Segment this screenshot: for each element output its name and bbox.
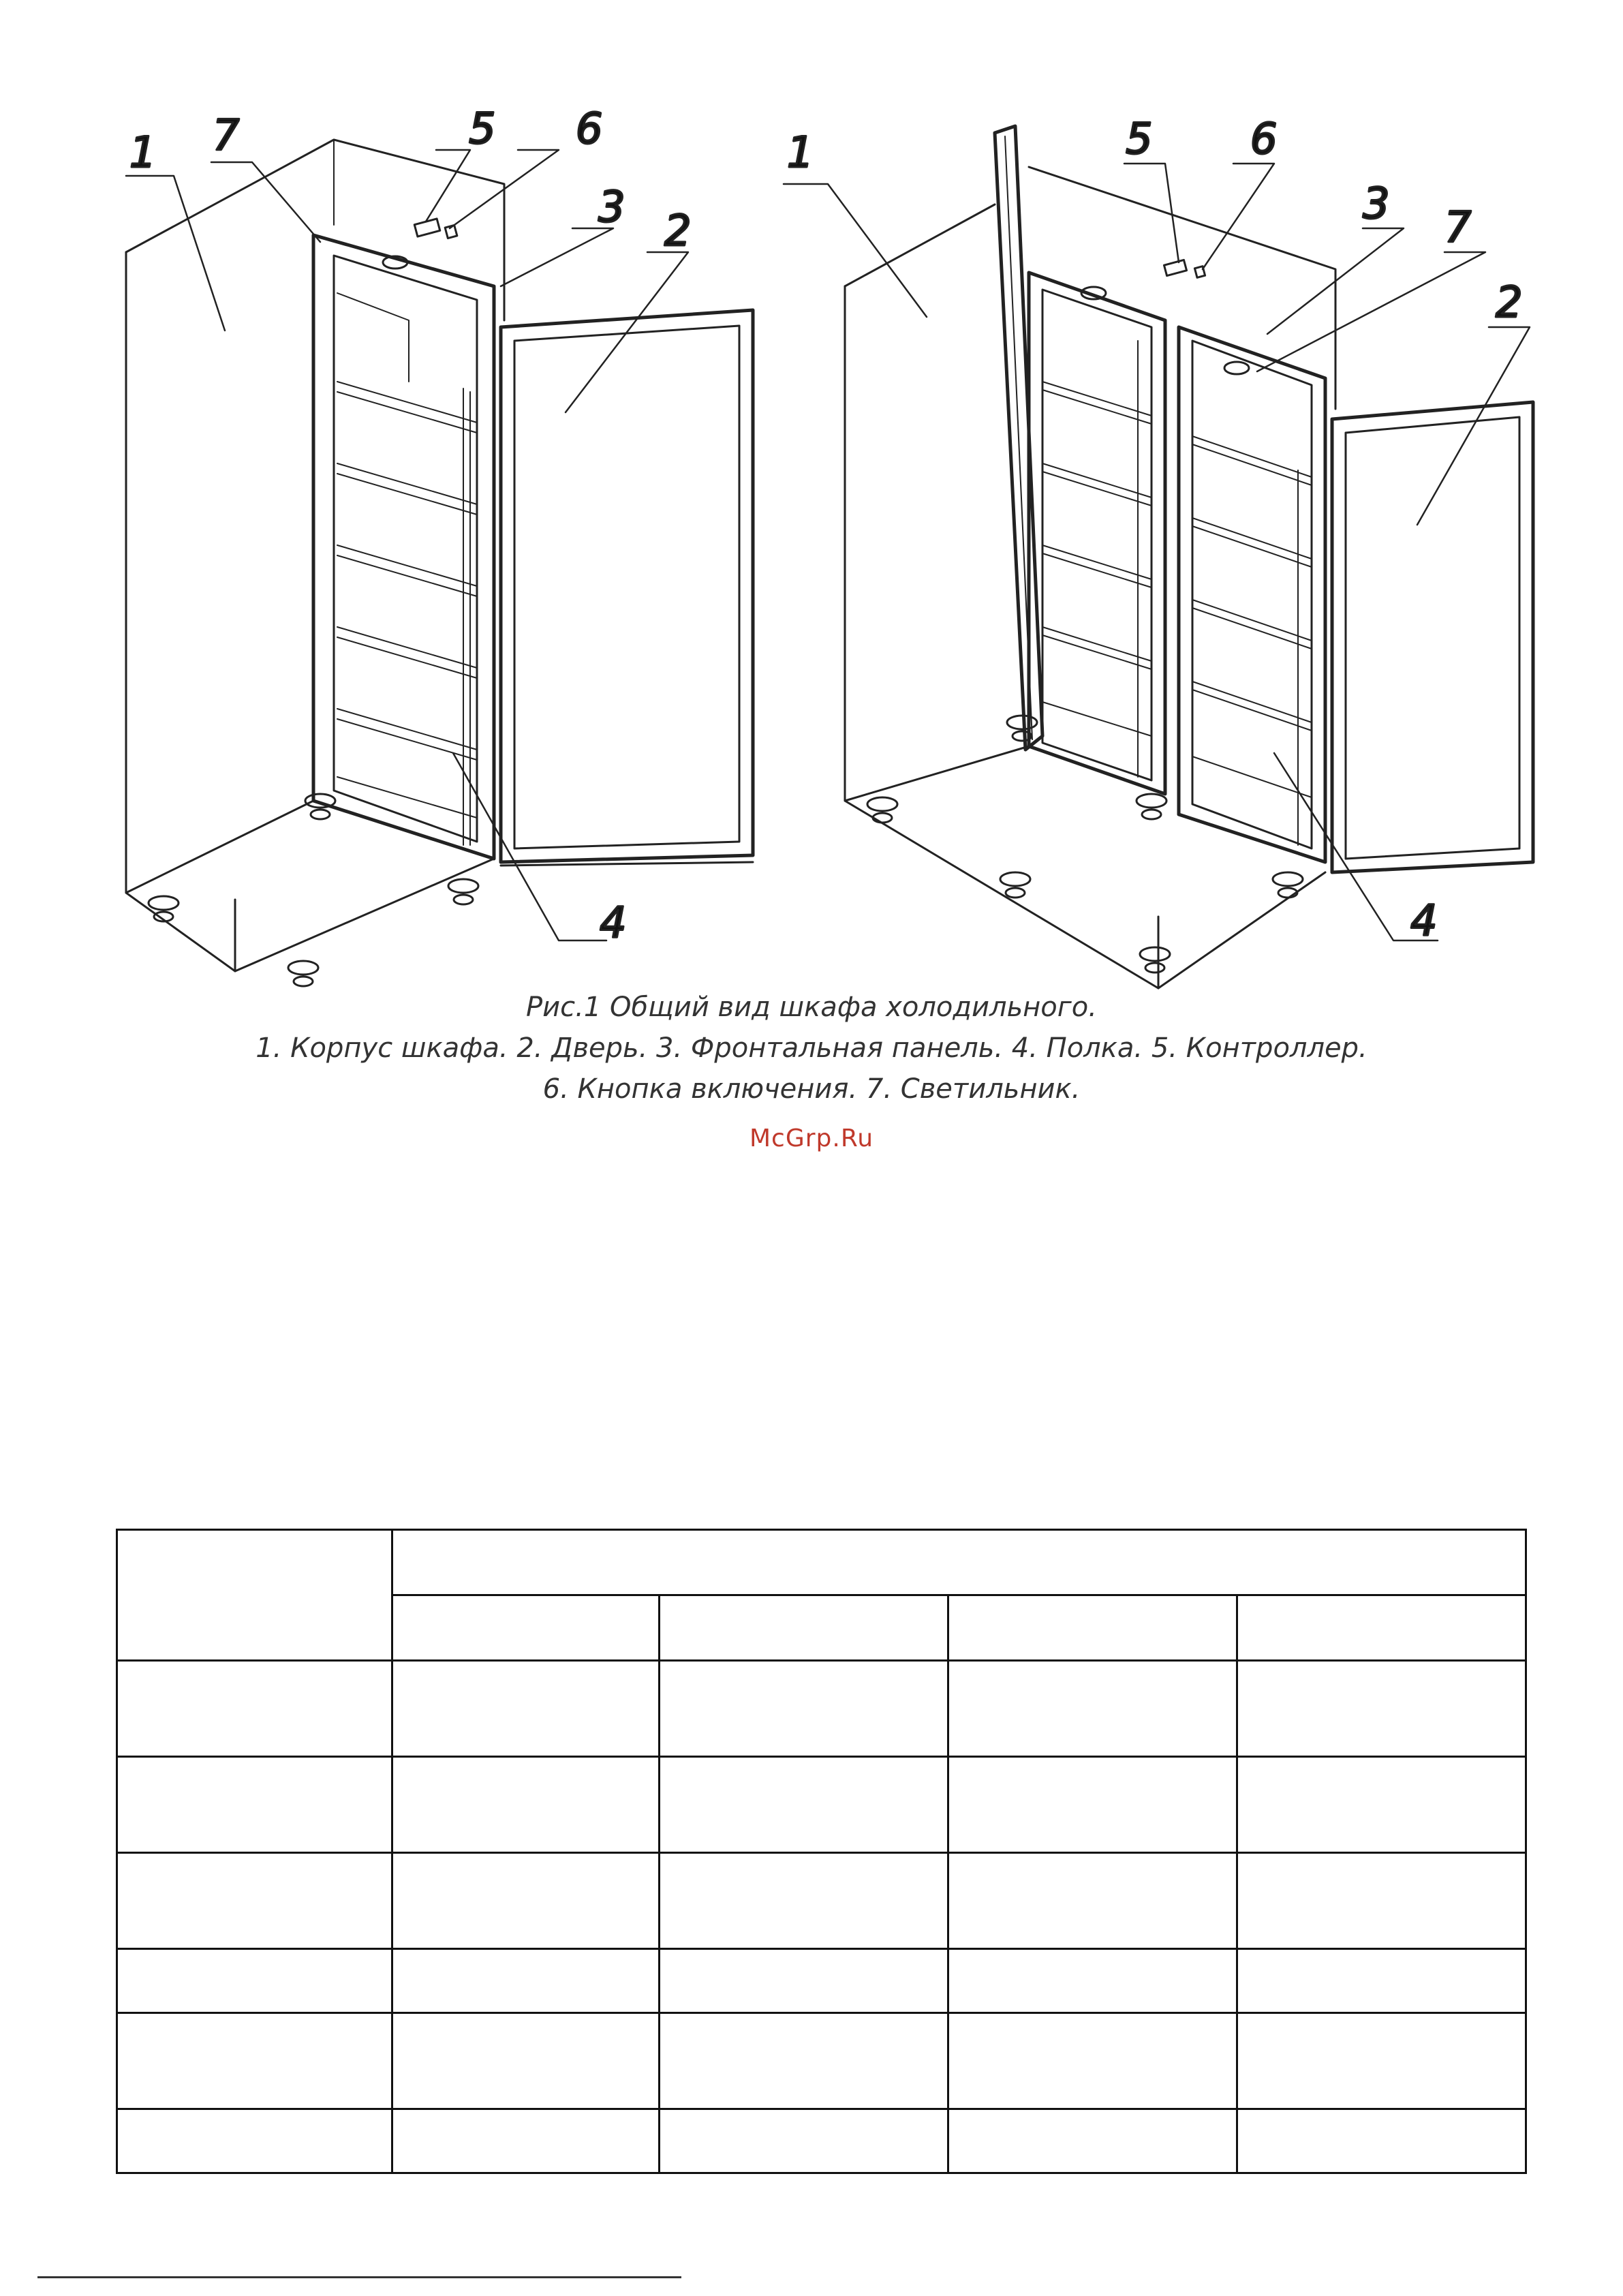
callout-right-5: 5 <box>1126 114 1153 164</box>
table-cell <box>1237 1757 1526 1853</box>
table-cell <box>948 1661 1237 1757</box>
callout-right-1: 1 <box>787 127 814 177</box>
figure-caption <box>0 987 1623 1109</box>
table-subheader-cell <box>948 1595 1237 1661</box>
callout-left-4: 4 <box>600 898 627 947</box>
table-cell <box>117 1757 392 1853</box>
callout-left-5: 5 <box>469 104 496 153</box>
callout-left-6: 6 <box>576 104 603 153</box>
table-cell <box>117 2109 392 2173</box>
table-subheader-cell <box>660 1595 948 1661</box>
table-cell <box>660 1757 948 1853</box>
callout-left-3: 3 <box>598 182 625 232</box>
table-row <box>117 2109 1526 2173</box>
table-subheader-cell <box>392 1595 660 1661</box>
table-cell <box>660 2109 948 2173</box>
table-header-top <box>392 1530 1526 1595</box>
single-door-cabinet-drawing <box>126 140 753 986</box>
table-header-row <box>117 1530 1526 1595</box>
table-corner-cell <box>117 1530 392 1661</box>
table-cell <box>660 1949 948 2013</box>
table-cell <box>1237 1853 1526 1949</box>
table-cell <box>1237 1949 1526 2013</box>
table-cell <box>948 1949 1237 2013</box>
table-cell <box>392 1757 660 1853</box>
caption-legend-line-1: 1. Корпус шкафа. 2. Дверь. 3. Фронтальная панель. 4. Полка. 5. Контроллер. <box>256 1032 1367 1064</box>
callout-left-7: 7 <box>213 110 240 160</box>
callout-left-1: 1 <box>129 127 157 177</box>
right-leader-lines <box>784 164 1530 940</box>
table-cell <box>948 2013 1237 2109</box>
footer-rule <box>37 2276 681 2278</box>
table-cell <box>392 1949 660 2013</box>
table-row <box>117 1757 1526 1853</box>
callout-right-2: 2 <box>1496 277 1523 327</box>
table-cell <box>117 2013 392 2109</box>
table-cell <box>392 2013 660 2109</box>
watermark: McGrp.Ru <box>749 1124 874 1152</box>
table-cell <box>660 1853 948 1949</box>
table-cell <box>117 1661 392 1757</box>
table-cell <box>660 2013 948 2109</box>
table-cell <box>1237 1661 1526 1757</box>
table-cell <box>392 1853 660 1949</box>
left-shelves <box>337 382 477 845</box>
table-cell <box>392 2109 660 2173</box>
table-cell <box>660 1661 948 1757</box>
table-subheader-cell <box>1237 1595 1526 1661</box>
callout-labels <box>129 104 1522 947</box>
left-leader-lines <box>126 150 688 940</box>
callout-right-7: 7 <box>1444 202 1472 252</box>
table-cell <box>948 1757 1237 1853</box>
table-row <box>117 1661 1526 1757</box>
callout-right-3: 3 <box>1363 179 1390 228</box>
table-row <box>117 1949 1526 2013</box>
callout-left-2: 2 <box>664 206 692 256</box>
table-cell <box>948 1853 1237 1949</box>
table-cell <box>948 2109 1237 2173</box>
table-cell <box>1237 2013 1526 2109</box>
cabinet-illustration <box>0 0 1623 1009</box>
double-door-cabinet-drawing <box>784 126 1533 988</box>
callout-right-4: 4 <box>1410 896 1438 945</box>
table-cell <box>117 1853 392 1949</box>
spec-table <box>116 1529 1527 2174</box>
table-cell <box>117 1949 392 2013</box>
table-cell <box>1237 2109 1526 2173</box>
caption-legend-line-2: 6. Кнопка включения. 7. Светильник. <box>542 1073 1081 1105</box>
caption-title: Рис.1 Общий вид шкафа холодильного. <box>526 992 1097 1023</box>
callout-right-6: 6 <box>1250 114 1278 164</box>
table-row <box>117 1853 1526 1949</box>
cabinet-drawings <box>0 0 1623 1009</box>
table-row <box>117 2013 1526 2109</box>
left-feet <box>149 794 478 986</box>
table-cell <box>392 1661 660 1757</box>
